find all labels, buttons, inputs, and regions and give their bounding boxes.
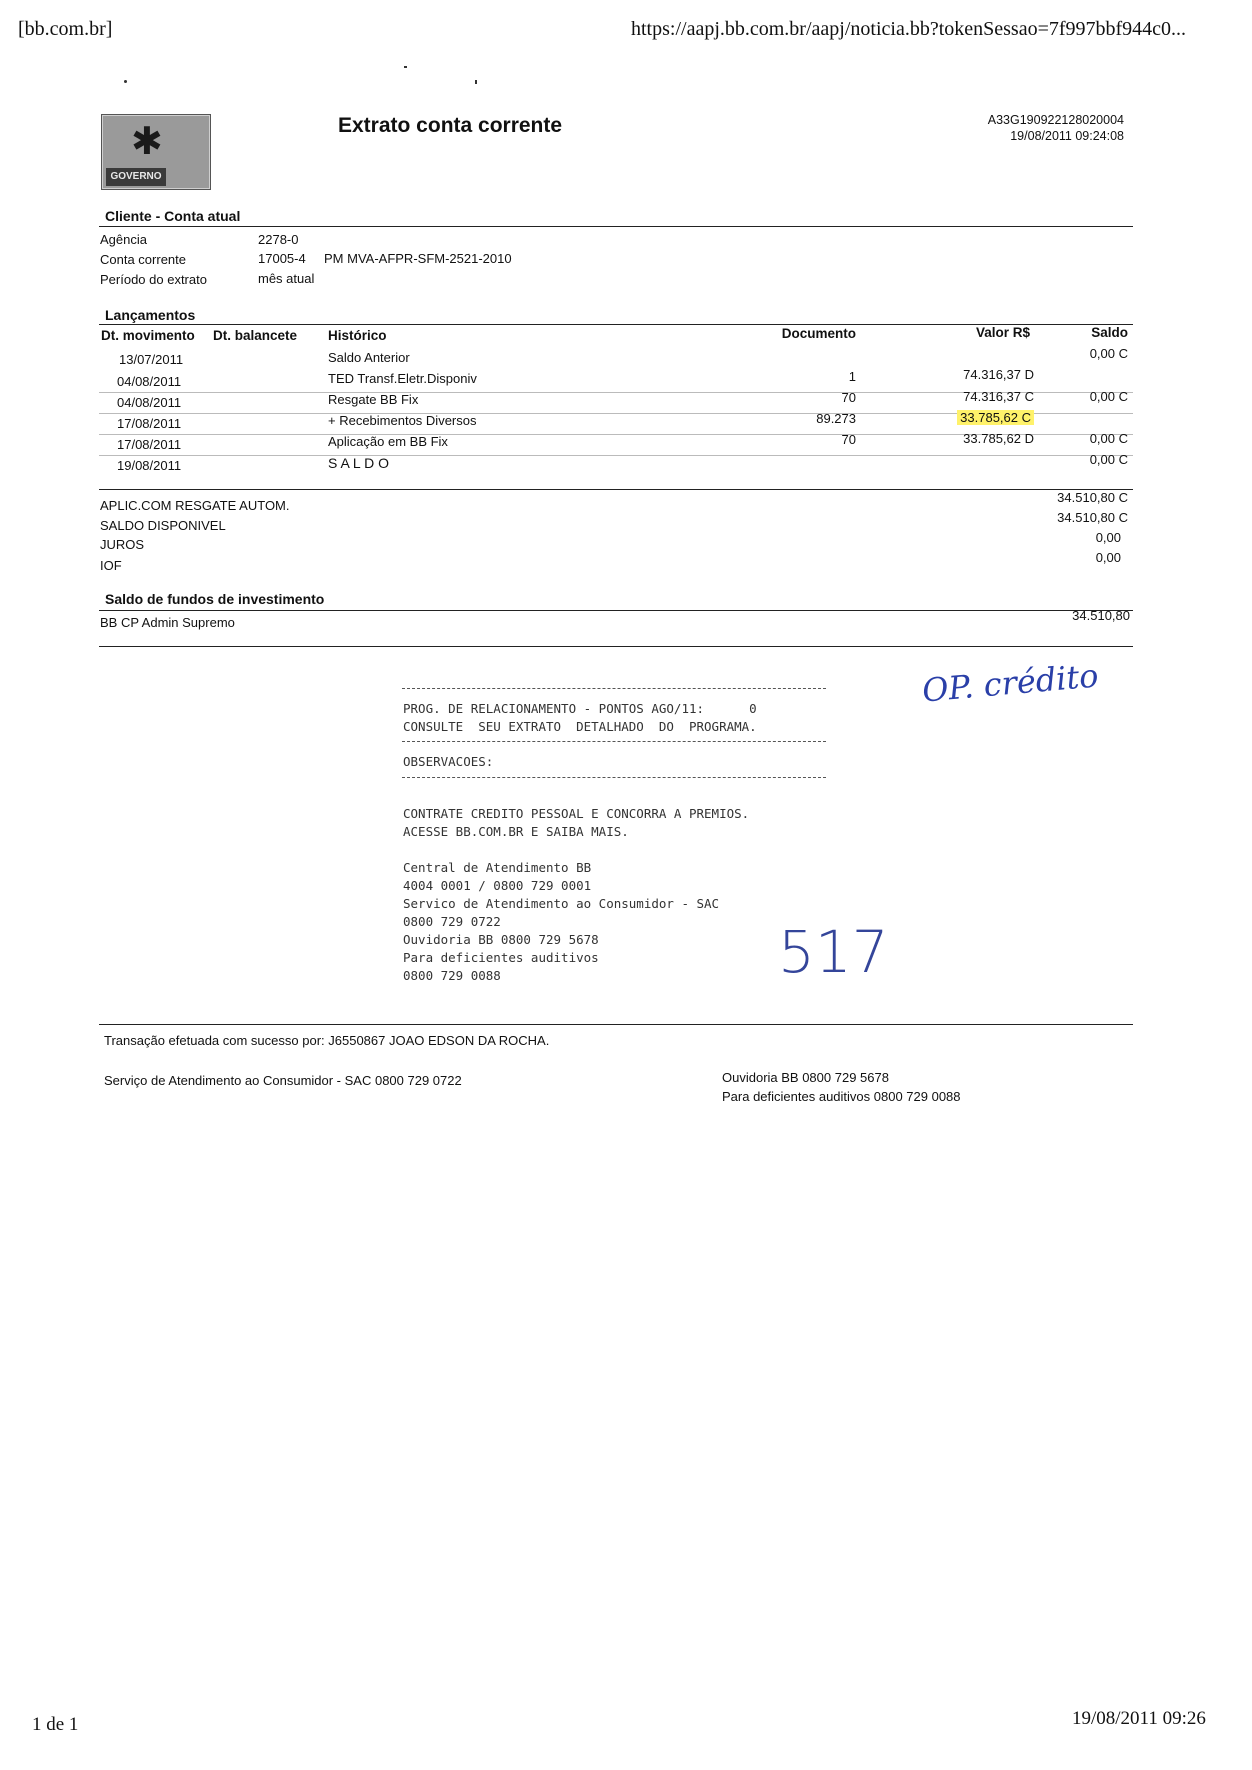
account-name: PM MVA-AFPR-SFM-2521-2010 (324, 251, 512, 266)
row-date: 19/08/2011 (117, 458, 182, 473)
summary-value: 34.510,80 C (1057, 510, 1128, 525)
divider (99, 610, 1133, 611)
contact-line: 0800 729 0722 (403, 914, 501, 929)
client-section-title: Cliente - Conta atual (105, 208, 241, 224)
browser-url[interactable]: https://aapj.bb.com.br/aapj/noticia.bb?tokenSessao=7f997bbf944c0... (631, 18, 1187, 40)
row-history: S A L D O (328, 455, 389, 471)
summary-value: 34.510,80 C (1057, 490, 1128, 505)
sac-contact: Serviço de Atendimento ao Consumidor - SAC 0800 729 0722 (104, 1073, 462, 1088)
row-history: Aplicação em BB Fix (328, 434, 448, 449)
deficient-contact: Para deficientes auditivos 0800 729 0088 (722, 1089, 961, 1104)
bb-logo (101, 114, 211, 190)
print-datetime: 19/08/2011 09:26 (1072, 1708, 1206, 1729)
row-history: TED Transf.Eletr.Disponiv (328, 371, 477, 386)
account-label: Conta corrente (100, 252, 186, 267)
row-balance: 0,00 C (1089, 389, 1128, 404)
row-value: 33.785,62 D (963, 431, 1034, 446)
handwritten-note: OP. crédito (920, 656, 1100, 710)
divider (99, 1024, 1133, 1025)
bb-logo-icon: ✱ (131, 121, 163, 163)
promo-line-2: ACESSE BB.COM.BR E SAIBA MAIS. (403, 824, 629, 839)
browser-site-label: [bb.com.br] (18, 18, 113, 40)
fund-value: 34.510,80 (1072, 608, 1130, 623)
promo-line-1: CONTRATE CREDITO PESSOAL E CONCORRA A PREMIOS. (403, 806, 750, 821)
summary-label: SALDO DISPONIVEL (100, 518, 226, 533)
summary-value: 0,00 (1095, 550, 1121, 565)
program-line-2: CONSULTE SEU EXTRATO DETALHADO DO PROGRAMA. (403, 719, 757, 734)
scan-speck (404, 66, 407, 68)
col-header-history: Histórico (328, 328, 387, 343)
row-document: 1 (848, 369, 856, 384)
dashed-divider (402, 688, 826, 689)
scan-speck (475, 80, 477, 84)
col-header-document: Documento (781, 326, 856, 341)
dashed-divider (402, 777, 826, 778)
divider (99, 489, 1133, 490)
handwritten-number: 517 (778, 918, 889, 986)
summary-label: JUROS (100, 537, 145, 552)
document-code: A33G190922128020004 (987, 113, 1124, 127)
observations-label: OBSERVACOES: (403, 754, 494, 769)
period-label: Período do extrato (100, 272, 207, 287)
summary-label: IOF (100, 558, 122, 573)
agency-label: Agência (100, 232, 147, 247)
contact-line: Servico de Atendimento ao Consumidor - SAC (403, 896, 720, 911)
row-balance: 0,00 C (1089, 452, 1128, 467)
contact-line: Ouvidoria BB 0800 729 5678 (403, 932, 599, 947)
dashed-divider (402, 741, 826, 742)
row-date: 17/08/2011 (117, 437, 182, 452)
col-header-balance-date: Dt. balancete (213, 328, 298, 343)
row-date: 04/08/2011 (117, 395, 182, 410)
program-line-1: PROG. DE RELACIONAMENTO - PONTOS AGO/11: 0 (403, 701, 757, 716)
col-header-value: Valor R$ (975, 325, 1030, 340)
agency-value: 2278-0 (258, 232, 299, 247)
contact-line: Central de Atendimento BB (403, 860, 592, 875)
ouvidoria-contact: Ouvidoria BB 0800 729 5678 (722, 1070, 889, 1085)
divider (99, 646, 1133, 647)
row-date: 17/08/2011 (117, 416, 182, 431)
period-value: mês atual (258, 271, 315, 286)
row-document: 70 (841, 390, 856, 405)
row-value: 74.316,37 C (963, 389, 1034, 404)
funds-section-title: Saldo de fundos de investimento (105, 591, 325, 607)
row-value: 74.316,37 D (963, 367, 1034, 382)
contact-line: 0800 729 0088 (403, 968, 501, 983)
transactions-section-title: Lançamentos (105, 307, 196, 323)
page-number: 1 de 1 (32, 1714, 79, 1735)
summary-label: APLIC.COM RESGATE AUTOM. (100, 498, 290, 513)
logo-governo-label: GOVERNO (106, 168, 166, 186)
row-history: Saldo Anterior (328, 350, 410, 365)
document-code-block (988, 112, 1124, 144)
row-balance: 0,00 C (1089, 346, 1128, 361)
account-value: 17005-4 (258, 251, 306, 266)
row-value-highlighted (900, 410, 1034, 425)
contact-line: 4004 0001 / 0800 729 0001 (403, 878, 592, 893)
summary-value: 0,00 (1095, 530, 1121, 545)
contact-line: Para deficientes auditivos (403, 950, 599, 965)
transaction-confirmation: Transação efetuada com sucesso por: J6550867 JOAO EDSON DA ROCHA. (104, 1033, 550, 1048)
col-header-movement: Dt. movimento (101, 328, 195, 343)
document-datetime: 19/08/2011 09:24:08 (1010, 129, 1124, 143)
row-date: 04/08/2011 (117, 374, 182, 389)
row-history: + Recebimentos Diversos (328, 413, 477, 428)
row-document: 89.273 (816, 411, 856, 426)
page-title: Extrato conta corrente (338, 114, 563, 137)
scan-speck (124, 80, 127, 83)
row-history: Resgate BB Fix (328, 392, 419, 407)
row-value: 33.785,62 C (957, 410, 1034, 425)
row-balance: 0,00 C (1089, 431, 1128, 446)
row-document: 70 (841, 432, 856, 447)
row-separator (99, 455, 1133, 456)
row-date: 13/07/2011 (119, 352, 184, 367)
fund-name: BB CP Admin Supremo (100, 615, 235, 630)
col-header-balance: Saldo (1091, 325, 1128, 340)
divider (99, 226, 1133, 227)
